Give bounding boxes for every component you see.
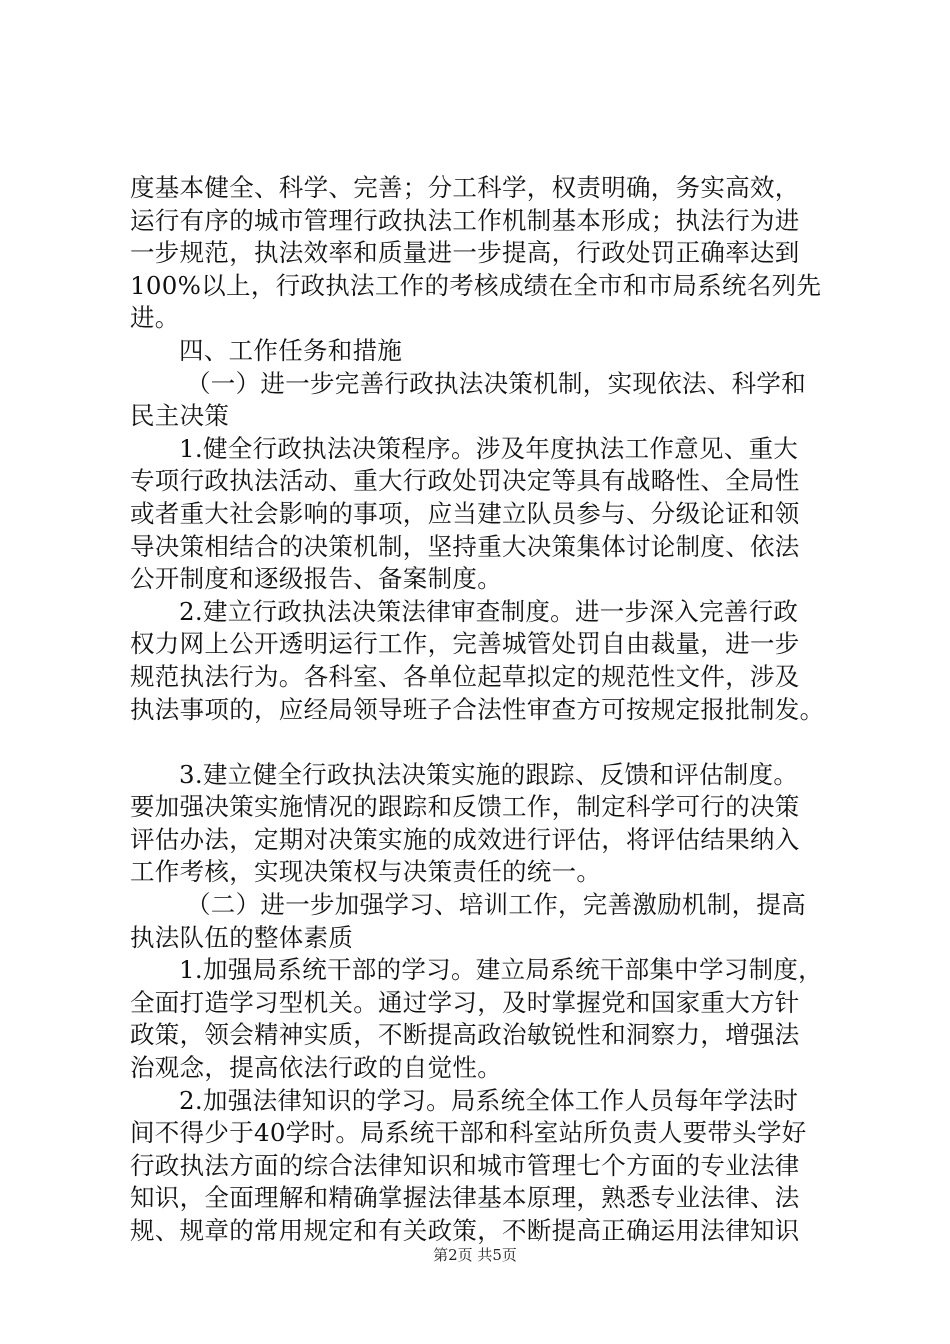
text-line: 规、规章的常用规定和有关政策，不断提高正确运用法律知识 xyxy=(130,1216,800,1245)
text-line: 公开制度和逐级报告、备案制度。 xyxy=(130,564,502,594)
text-line: 民主决策 xyxy=(130,401,230,431)
text-line: 规范执法行为。各科室、各单位起草拟定的规范性文件，涉及 xyxy=(130,661,800,691)
paragraph-start: 2.建立行政执法决策法律审查制度。进一步深入完善行政 xyxy=(179,596,799,626)
text-line: 100%以上，行政执法工作的考核成绩在全市和市局系统名列先 xyxy=(130,270,822,300)
text-line: 进。 xyxy=(130,303,180,333)
subsection-heading: （二）进一步加强学习、培训工作，完善激励机制，提高 xyxy=(186,890,806,920)
paragraph-start: 2.加强法律知识的学习。局系统全体工作人员每年学法时 xyxy=(179,1085,799,1115)
text-line: 政策，领会精神实质，不断提高政治敏锐性和洞察力，增强法 xyxy=(130,1020,800,1050)
document-body xyxy=(130,172,835,1248)
text-line: 执法事项的，应经局领导班子合法性审查方可按规定报批制发。 xyxy=(130,694,825,724)
text-line: 运行有序的城市管理行政执法工作机制基本形成；执法行为进 xyxy=(130,205,800,235)
subsection-heading: （一）进一步完善行政执法决策机制，实现依法、科学和 xyxy=(186,368,806,398)
text-line: 间不得少于40学时。局系统干部和科室站所负责人要带头学好 xyxy=(130,1118,807,1148)
paragraph-start: 3.建立健全行政执法决策实施的跟踪、反馈和评估制度。 xyxy=(179,759,799,789)
text-line: 评估办法，定期对决策实施的成效进行评估，将评估结果纳入 xyxy=(130,824,800,854)
text-line: 执法队伍的整体素质 xyxy=(130,922,354,952)
text-line: 专项行政执法活动、重大行政处罚决定等具有战略性、全局性 xyxy=(130,466,800,496)
page-number-footer: 第2页 共5页 xyxy=(433,1246,517,1264)
text-line: 工作考核，实现决策权与决策责任的统一。 xyxy=(130,857,602,887)
text-line: 要加强决策实施情况的跟踪和反馈工作，制定科学可行的决策 xyxy=(130,792,800,822)
text-line: 治观念，提高依法行政的自觉性。 xyxy=(130,1053,502,1083)
text-line: 行政执法方面的综合法律知识和城市管理七个方面的专业法律 xyxy=(130,1150,800,1180)
text-line: 一步规范，执法效率和质量进一步提高，行政处罚正确率达到 xyxy=(130,238,800,268)
text-line: 度基本健全、科学、完善；分工科学，权责明确，务实高效， xyxy=(130,173,800,202)
paragraph-start: 1.健全行政执法决策程序。涉及年度执法工作意见、重大 xyxy=(179,433,799,463)
text-line: 知识，全面理解和精确掌握法律基本原理，熟悉专业法律、法 xyxy=(130,1183,800,1213)
blank-line xyxy=(130,726,835,759)
section-heading: 四、工作任务和措施 xyxy=(179,335,403,365)
text-line: 导决策相结合的决策机制，坚持重大决策集体讨论制度、依法 xyxy=(130,531,800,561)
text-line: 或者重大社会影响的事项，应当建立队员参与、分级论证和领 xyxy=(130,498,800,528)
text-line: 全面打造学习型机关。通过学习，及时掌握党和国家重大方针 xyxy=(130,987,800,1017)
text-line: 权力网上公开透明运行工作，完善城管处罚自由裁量，进一步 xyxy=(130,629,800,659)
paragraph-start: 1.加强局系统干部的学习。建立局系统干部集中学习制度， xyxy=(179,955,823,985)
